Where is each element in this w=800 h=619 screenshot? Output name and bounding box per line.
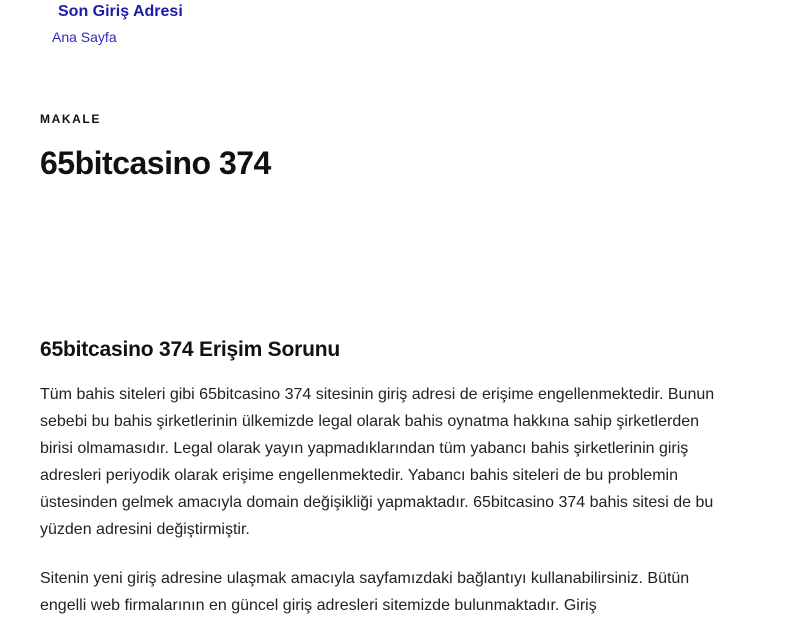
- post-category: [40, 112, 800, 126]
- site-title-link[interactable]: Son Giriş Adresi: [58, 3, 183, 20]
- post-header-spacer: [0, 180, 800, 338]
- post-title: 65bitcasino 374: [40, 145, 271, 181]
- main-content: [0, 112, 800, 619]
- nav-link-ana-sayfa[interactable]: Ana Sayfa: [52, 29, 117, 45]
- article-paragraph: Tüm bahis siteleri gibi 65bitcasino 374 sitesinin giriş adresi de erişime engellenmektedir. Bunun sebebi bu bahis şirketlerinin ülkemizde legal olarak bahis oynatma hakkına sahip şirketlerden birisi olmamasıdır. Legal olarak yayın yapmadıklarından tüm yabancı bahis şirketlerinin giriş adresleri periyodik olarak erişime engellenmektedir. Yabancı bahis siteleri de bu problemin üstesinden gelmek amacıyla domain değişikliği yapmaktadır. 65bitcasino 374 bahis sitesi de bu yüzden adresini değiştirmiştir.: [40, 386, 715, 538]
- section-heading: 65bitcasino 374 Erişim Sorunu: [40, 338, 340, 361]
- article-paragraph: Sitenin yeni giriş adresine ulaşmak amacıyla sayfamızdaki bağlantıyı kullanabilirsiniz. Bütün engelli web firmalarının en güncel giriş adresleri sitemizde bulunmaktadır. Giriş: [40, 570, 690, 614]
- primary-nav: [0, 29, 800, 47]
- article: [0, 112, 800, 619]
- category-link[interactable]: MAKALE: [40, 112, 101, 126]
- site-header: [0, 0, 800, 47]
